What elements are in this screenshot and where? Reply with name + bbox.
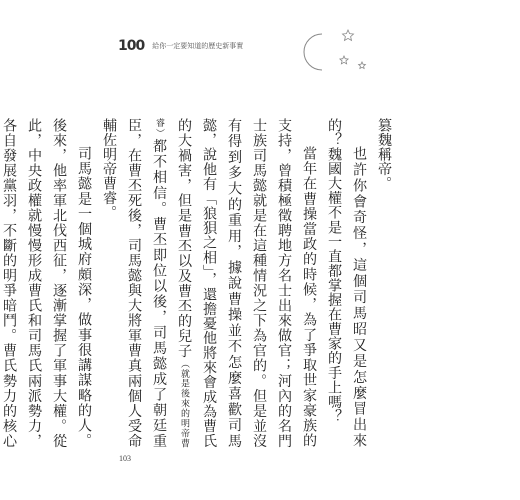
crescent-moon-icon	[304, 34, 322, 70]
star-icon	[340, 56, 348, 64]
star-icon	[343, 30, 354, 40]
star-icon	[359, 62, 366, 69]
paragraph: 篡魏稱帝。	[376, 118, 392, 191]
inline-annotation: （就是後來的明帝曹睿）	[154, 118, 189, 448]
series-logo	[118, 38, 144, 54]
series-logo-text: 100	[118, 38, 145, 54]
paragraph: 也許你會奇怪，這個司馬昭又是怎麼冒出來的？魏國大權不是一直都掌握在曹家的手上嗎？	[326, 118, 367, 448]
running-header	[118, 38, 243, 54]
paragraph-text: 都不相信。曹丕即位以後，司馬懿成了朝廷重臣，在曹丕死後，司馬懿與大將軍曹真兩個人受命輔佐明帝曹睿。	[101, 118, 167, 449]
page-number: 103	[119, 454, 131, 463]
moon-and-stars-decoration	[300, 26, 370, 82]
paragraph: 司馬懿是一個城府頗深，做事很講謀略的人。後來，他率軍北伐西征，逐漸掌握了軍事大權。從此，中央政權就慢慢形成曹氏和司馬氏兩派勢力，各自發展黨羽，不斷的明爭暗鬥。曹氏勢力的核心	[1, 118, 92, 448]
paragraph-text: 當年在曹操當政的時候，為了爭取世家豪族的支持，曾積極徵聘地方名士出來做官；河內的名門士族司馬懿就是在這種情況之下為官的。但是並沒有得到多大的重用，據說曹操並不怎麼喜歡司馬懿，說他有「狼狽之相」，還擔憂他將來會成為曹氏的大禍害，但是曹丕以及曹丕的兒子	[176, 118, 317, 448]
book-title: 給你一定要知道的歷史新事實	[152, 42, 244, 50]
vertical-body-text	[1, 118, 396, 449]
paragraph	[96, 118, 321, 448]
